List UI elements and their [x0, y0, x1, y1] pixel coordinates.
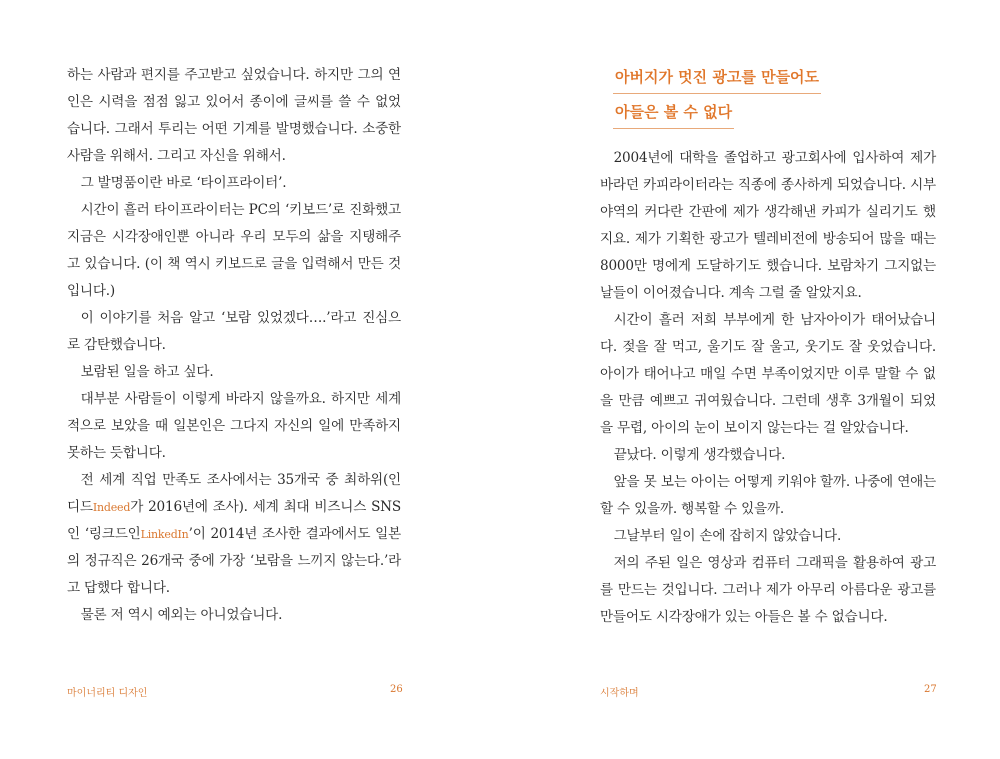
paragraph: 저의 주된 일은 영상과 컴퓨터 그래픽을 활용하여 광고를 만드는 것입니다. 그러나 제가 아무리 아름다운 광고를 만들어도 시각장애가 있는 아들은 볼 수 없습니다.	[600, 555, 936, 625]
paragraph: 그날부터 일이 손에 잡히지 않았습니다.	[613, 528, 842, 544]
page-number: 27	[924, 684, 937, 695]
annotation-indeed: Indeed	[92, 501, 131, 514]
paragraph: 그 발명품이란 바로 ‘타이프라이터’.	[80, 175, 287, 191]
heading-line: 아들은 볼 수 없다	[613, 97, 734, 129]
page-number: 26	[390, 684, 403, 695]
section-heading	[613, 62, 821, 132]
paragraph: 시간이 흘러 타이프라이터는 PC의 ‘키보드’로 진화했고 지금은 시각장애인뿐 아니라 우리 모두의 삶을 지탱해주고 있습니다. (이 책 역시 키보드로 글을 입력해서 만든 것입니다.)	[67, 202, 401, 299]
running-title: 마이너리티 디자인	[67, 688, 148, 699]
right-body-text	[600, 145, 936, 631]
paragraph: 이 이야기를 처음 알고 ‘보람 있었겠다….’라고 진심으로 감탄했습니다.	[67, 310, 401, 353]
paragraph: 하는 사람과 편지를 주고받고 싶었습니다. 하지만 그의 연인은 시력을 점점 잃고 있어서 종이에 글씨를 쓸 수 없었습니다. 그래서 투리는 어떤 기계를 발명했습니다. 소중한 사람을 위해서. 그리고 자신을 위해서.	[67, 67, 401, 164]
paragraph: 대부분 사람들이 이렇게 바라지 않을까요. 하지만 세계적으로 보았을 때 일본인은 그다지 자신의 일에 만족하지 못하는 듯합니다.	[67, 391, 401, 461]
text-run: 전 세계 직업 만족도 조사에서는 35개국 중 최하위(인디드	[67, 472, 401, 515]
paragraph	[67, 467, 401, 602]
text-run: 가 2016년에 조사). 세계 최대 비즈니스 SNS인 ‘링크드인	[67, 499, 401, 542]
annotation-linkedin: LinkedIn	[140, 528, 189, 541]
heading-line: 아버지가 멋진 광고를 만들어도	[613, 62, 821, 94]
text-run: ’이 2014년 조사한 결과에서도 일본의 정규직은 26개국 중에 가장 ‘보람을 느끼지 않는다.’라고 답했다 합니다.	[67, 526, 401, 596]
paragraph: 2004년에 대학을 졸업하고 광고회사에 입사하여 제가 바라던 카피라이터라는 직종에 종사하게 되었습니다. 시부야역의 커다란 간판에 제가 생각해낸 카피가 실리기도 했지요. 제가 기획한 광고가 텔레비전에 방송되어 많을 때는 8000만 명에게 도달하기도 했습니다. 보람차기 그지없는 날들이 이어졌습니다. 계속 그럴 줄 알았지요.	[600, 150, 936, 301]
running-title: 시작하며	[600, 688, 639, 699]
paragraph: 끝났다. 이렇게 생각했습니다.	[613, 447, 786, 463]
right-page	[500, 0, 1000, 759]
paragraph: 시간이 흘러 저희 부부에게 한 남자아이가 태어났습니다. 젖을 잘 먹고, 울기도 잘 울고, 웃기도 잘 웃었습니다. 아이가 태어나고 매일 수면 부족이었지만 이루 말할 수 없을 만큼 예쁘고 귀여웠습니다. 그런데 생후 3개월이 되었을 무렵, 아이의 눈이 보이지 않는다는 걸 알았습니다.	[600, 312, 936, 436]
left-body-text	[67, 62, 401, 629]
paragraph: 물론 저 역시 예외는 아니었습니다.	[80, 607, 283, 623]
paragraph: 보람된 일을 하고 싶다.	[80, 364, 214, 380]
paragraph: 앞을 못 보는 아이는 어떻게 키워야 할까. 나중에 연애는 할 수 있을까. 행복할 수 있을까.	[600, 474, 936, 517]
